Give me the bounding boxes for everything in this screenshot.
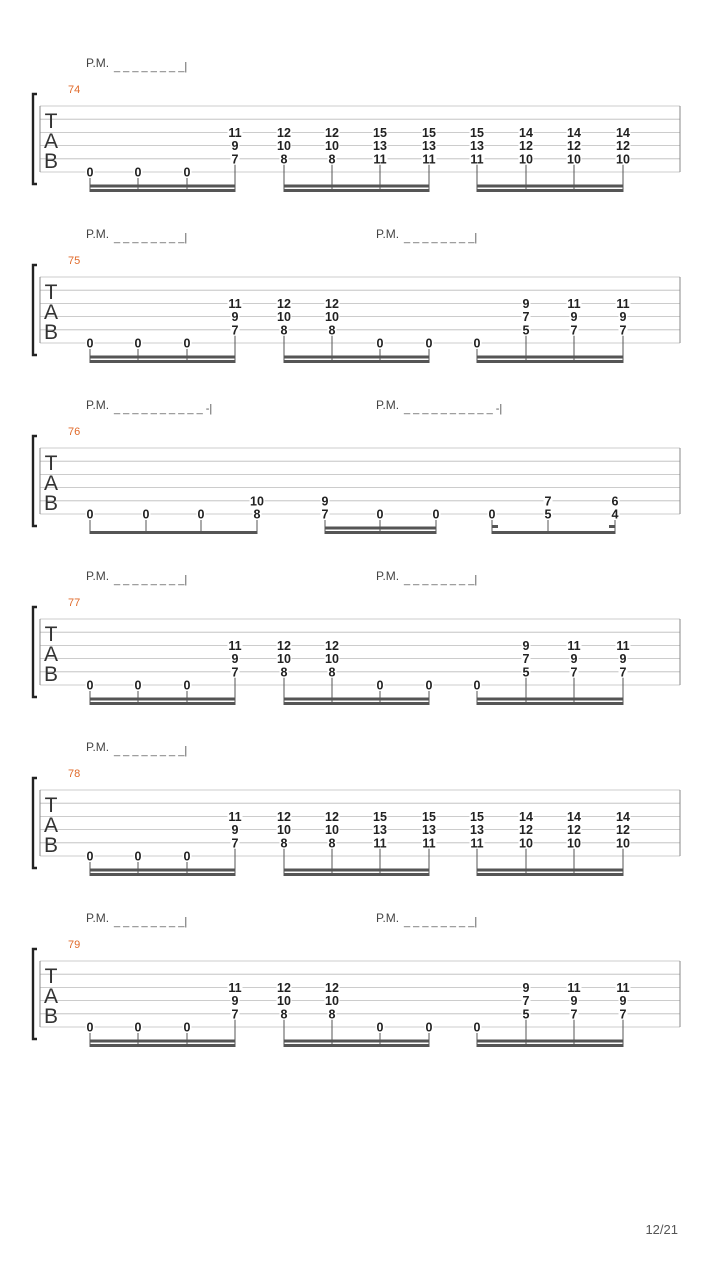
staff-brace	[33, 778, 37, 868]
fret-number: 12	[277, 296, 291, 311]
fret-number: 4	[611, 507, 619, 522]
beam-primary	[477, 1044, 623, 1047]
beam-secondary	[90, 869, 235, 872]
fret-number: 11	[373, 836, 387, 851]
fret-number: 12	[325, 980, 339, 995]
palm-mute-dashes: _ _ _ _ _ _ _ _|	[114, 232, 188, 244]
palm-mute-label: P.M.	[376, 398, 400, 412]
fret-number: 9	[231, 139, 239, 154]
fret-number: 7	[619, 665, 627, 680]
beam-primary	[492, 531, 615, 534]
fret-number: 5	[544, 507, 552, 522]
beam-secondary	[284, 1040, 429, 1043]
beam-primary	[284, 189, 429, 192]
fret-number: 8	[328, 836, 336, 851]
fret-number: 11	[373, 152, 387, 167]
beam-secondary	[477, 698, 623, 701]
fret-number: 15	[373, 809, 387, 824]
fret-number: 9	[231, 652, 239, 667]
fret-number: 13	[373, 823, 387, 838]
fret-number: 12	[567, 139, 581, 154]
fret-number: 9	[231, 823, 239, 838]
fret-number: 7	[544, 494, 552, 509]
palm-mute-dashes: _ _ _ _ _ _ _ _|	[114, 574, 188, 586]
fret-number: 14	[519, 125, 533, 140]
measure-number: 77	[68, 597, 81, 609]
fret-number: 13	[373, 139, 387, 154]
fret-number: 0	[183, 336, 191, 351]
fret-number: 14	[519, 809, 533, 824]
beam-primary	[90, 873, 235, 876]
fret-number: 0	[134, 849, 142, 864]
fret-number: 0	[86, 507, 94, 522]
fret-number: 12	[567, 823, 581, 838]
fret-number: 0	[432, 507, 440, 522]
fret-number: 11	[567, 638, 581, 653]
measure-number: 79	[68, 939, 81, 951]
beam-secondary	[477, 356, 623, 359]
fret-number: 11	[228, 296, 242, 311]
tab-clef-letter: T	[44, 623, 58, 646]
beam-primary	[90, 189, 235, 192]
fret-number: 7	[522, 994, 530, 1009]
tab-clef-letter: B	[43, 150, 59, 173]
fret-number: 10	[567, 152, 581, 167]
fret-number: 14	[616, 809, 630, 824]
fret-number: 7	[522, 652, 530, 667]
fret-number: 9	[619, 652, 627, 667]
fret-number: 15	[422, 809, 436, 824]
fret-number: 8	[280, 836, 288, 851]
tab-clef-letter: T	[44, 110, 58, 133]
fret-number: 0	[488, 507, 496, 522]
fret-number: 10	[567, 836, 581, 851]
tab-clef-letter: B	[43, 492, 59, 515]
staff-brace	[33, 949, 37, 1039]
fret-number: 0	[376, 678, 384, 693]
fret-number: 9	[321, 494, 329, 509]
fret-number: 0	[376, 336, 384, 351]
fret-number: 7	[231, 836, 239, 851]
fret-number: 7	[619, 1007, 627, 1022]
fret-number: 13	[470, 823, 484, 838]
tab-clef-letter: T	[44, 965, 58, 988]
fret-number: 8	[253, 507, 261, 522]
staff-brace	[33, 265, 37, 355]
fret-number: 10	[277, 139, 291, 154]
palm-mute-label: P.M.	[86, 398, 110, 412]
fret-number: 0	[86, 678, 94, 693]
fret-number: 0	[425, 1020, 433, 1035]
fret-number: 11	[616, 638, 630, 653]
beam-primary	[90, 360, 235, 363]
fret-number: 11	[422, 836, 436, 851]
fret-number: 7	[570, 665, 578, 680]
fret-number: 11	[422, 152, 436, 167]
fret-number: 0	[134, 336, 142, 351]
measure-number: 78	[68, 768, 81, 780]
beam-primary	[284, 873, 429, 876]
fret-number: 8	[328, 323, 336, 338]
fret-number: 12	[277, 980, 291, 995]
fret-number: 10	[325, 652, 339, 667]
fret-number: 14	[567, 809, 581, 824]
fret-number: 8	[280, 665, 288, 680]
tab-clef-letter: B	[43, 321, 59, 344]
fret-number: 14	[567, 125, 581, 140]
fret-number: 8	[328, 665, 336, 680]
beam-secondary	[284, 185, 429, 188]
tab-clef-letter: A	[43, 301, 59, 324]
palm-mute-label: P.M.	[376, 911, 400, 925]
beam-secondary	[284, 356, 429, 359]
fret-number: 8	[280, 152, 288, 167]
fret-number: 12	[325, 638, 339, 653]
fret-number: 10	[325, 994, 339, 1009]
fret-number: 0	[142, 507, 150, 522]
fret-number: 12	[519, 139, 533, 154]
fret-number: 0	[473, 336, 481, 351]
tab-clef-letter: B	[43, 663, 59, 686]
palm-mute-label: P.M.	[86, 569, 110, 583]
fret-number: 12	[325, 125, 339, 140]
fret-number: 7	[321, 507, 329, 522]
palm-mute-label: P.M.	[376, 569, 400, 583]
beam-secondary	[477, 869, 623, 872]
palm-mute-label: P.M.	[376, 227, 400, 241]
fret-number: 0	[183, 849, 191, 864]
beam-secondary	[325, 527, 436, 530]
fret-number: 11	[470, 836, 484, 851]
fret-number: 10	[616, 152, 630, 167]
fret-number: 11	[470, 152, 484, 167]
beam-primary	[477, 189, 623, 192]
fret-number: 7	[619, 323, 627, 338]
fret-number: 0	[134, 1020, 142, 1035]
fret-number: 13	[422, 139, 436, 154]
beam-primary	[90, 1044, 235, 1047]
tab-clef-letter: T	[44, 794, 58, 817]
fret-number: 0	[425, 336, 433, 351]
beam-secondary	[90, 1040, 235, 1043]
fret-number: 9	[570, 310, 578, 325]
palm-mute-label: P.M.	[86, 227, 110, 241]
palm-mute-dashes: _ _ _ _ _ _ _ _|	[114, 61, 188, 73]
beam-secondary	[90, 185, 235, 188]
palm-mute-dashes: _ _ _ _ _ _ _ _|	[404, 916, 478, 928]
staff-brace	[33, 436, 37, 526]
staff-brace	[33, 94, 37, 184]
fret-number: 10	[616, 836, 630, 851]
fret-number: 0	[134, 165, 142, 180]
tab-clef-letter: A	[43, 643, 59, 666]
fret-number: 5	[522, 1007, 530, 1022]
beam-primary	[284, 702, 429, 705]
beam-primary	[477, 360, 623, 363]
fret-number: 11	[616, 296, 630, 311]
fret-number: 10	[250, 494, 264, 509]
fret-number: 0	[134, 678, 142, 693]
beam-primary	[477, 702, 623, 705]
fret-number: 11	[616, 980, 630, 995]
fret-number: 11	[228, 980, 242, 995]
fret-number: 0	[86, 849, 94, 864]
fret-number: 12	[616, 139, 630, 154]
staff-brace	[33, 607, 37, 697]
beam-primary	[325, 531, 436, 534]
tab-clef-letter: B	[43, 834, 59, 857]
beam-secondary	[284, 698, 429, 701]
fret-number: 9	[522, 980, 530, 995]
fret-number: 7	[231, 152, 239, 167]
beam-primary	[284, 1044, 429, 1047]
fret-number: 10	[277, 994, 291, 1009]
fret-number: 12	[277, 125, 291, 140]
fret-number: 9	[231, 994, 239, 1009]
fret-number: 9	[570, 994, 578, 1009]
fret-number: 0	[376, 507, 384, 522]
tab-clef-letter: A	[43, 985, 59, 1008]
beam-primary	[90, 702, 235, 705]
fret-number: 11	[567, 296, 581, 311]
palm-mute-dashes: _ _ _ _ _ _ _ _|	[114, 745, 188, 757]
fret-number: 12	[616, 823, 630, 838]
beam-secondary	[477, 185, 623, 188]
fret-number: 10	[519, 836, 533, 851]
fret-number: 0	[376, 1020, 384, 1035]
palm-mute-dashes: _ _ _ _ _ _ _ _ _ _ -|	[114, 403, 213, 415]
fret-number: 10	[277, 310, 291, 325]
fret-number: 15	[373, 125, 387, 140]
beam-primary	[477, 873, 623, 876]
fret-number: 11	[567, 980, 581, 995]
fret-number: 0	[197, 507, 205, 522]
fret-number: 0	[86, 336, 94, 351]
fret-number: 15	[470, 125, 484, 140]
fret-number: 13	[470, 139, 484, 154]
fret-number: 10	[325, 310, 339, 325]
beam-secondary	[90, 356, 235, 359]
fret-number: 0	[183, 165, 191, 180]
fret-number: 6	[611, 494, 619, 509]
fret-number: 13	[422, 823, 436, 838]
beam-stub	[609, 525, 615, 528]
fret-number: 0	[183, 1020, 191, 1035]
beam-secondary	[284, 869, 429, 872]
fret-number: 10	[325, 139, 339, 154]
fret-number: 14	[616, 125, 630, 140]
palm-mute-label: P.M.	[86, 56, 110, 70]
fret-number: 7	[570, 1007, 578, 1022]
fret-number: 12	[519, 823, 533, 838]
tab-clef-letter: T	[44, 452, 58, 475]
palm-mute-label: P.M.	[86, 740, 110, 754]
fret-number: 15	[470, 809, 484, 824]
beam-primary	[284, 360, 429, 363]
fret-number: 0	[86, 1020, 94, 1035]
beam-primary	[90, 531, 257, 534]
fret-number: 7	[231, 665, 239, 680]
fret-number: 9	[522, 638, 530, 653]
tab-clef-letter: B	[43, 1005, 59, 1028]
fret-number: 0	[183, 678, 191, 693]
fret-number: 8	[280, 323, 288, 338]
measure-number: 76	[68, 426, 81, 438]
fret-number: 11	[228, 125, 242, 140]
fret-number: 10	[277, 652, 291, 667]
page-number: 12/21	[645, 1222, 678, 1237]
palm-mute-dashes: _ _ _ _ _ _ _ _|	[404, 574, 478, 586]
fret-number: 9	[619, 994, 627, 1009]
fret-number: 12	[277, 638, 291, 653]
beam-secondary	[90, 698, 235, 701]
measure-number: 74	[68, 84, 81, 96]
fret-number: 9	[231, 310, 239, 325]
fret-number: 12	[325, 809, 339, 824]
fret-number: 7	[231, 1007, 239, 1022]
fret-number: 7	[570, 323, 578, 338]
fret-number: 0	[425, 678, 433, 693]
measure-number: 75	[68, 255, 81, 267]
fret-number: 10	[277, 823, 291, 838]
fret-number: 8	[280, 1007, 288, 1022]
tab-clef-letter: A	[43, 472, 59, 495]
tab-clef-letter: T	[44, 281, 58, 304]
fret-number: 0	[473, 678, 481, 693]
fret-number: 9	[570, 652, 578, 667]
fret-number: 12	[325, 296, 339, 311]
fret-number: 7	[522, 310, 530, 325]
fret-number: 12	[277, 809, 291, 824]
fret-number: 8	[328, 152, 336, 167]
fret-number: 10	[519, 152, 533, 167]
fret-number: 0	[86, 165, 94, 180]
beam-stub	[492, 525, 498, 528]
palm-mute-dashes: _ _ _ _ _ _ _ _ _ _ -|	[404, 403, 503, 415]
beam-secondary	[477, 1040, 623, 1043]
tab-clef-letter: A	[43, 814, 59, 837]
fret-number: 9	[619, 310, 627, 325]
fret-number: 5	[522, 323, 530, 338]
fret-number: 8	[328, 1007, 336, 1022]
palm-mute-label: P.M.	[86, 911, 110, 925]
palm-mute-dashes: _ _ _ _ _ _ _ _|	[404, 232, 478, 244]
fret-number: 15	[422, 125, 436, 140]
fret-number: 7	[231, 323, 239, 338]
tab-clef-letter: A	[43, 130, 59, 153]
fret-number: 5	[522, 665, 530, 680]
fret-number: 10	[325, 823, 339, 838]
fret-number: 11	[228, 809, 242, 824]
fret-number: 11	[228, 638, 242, 653]
fret-number: 9	[522, 296, 530, 311]
palm-mute-dashes: _ _ _ _ _ _ _ _|	[114, 916, 188, 928]
fret-number: 0	[473, 1020, 481, 1035]
